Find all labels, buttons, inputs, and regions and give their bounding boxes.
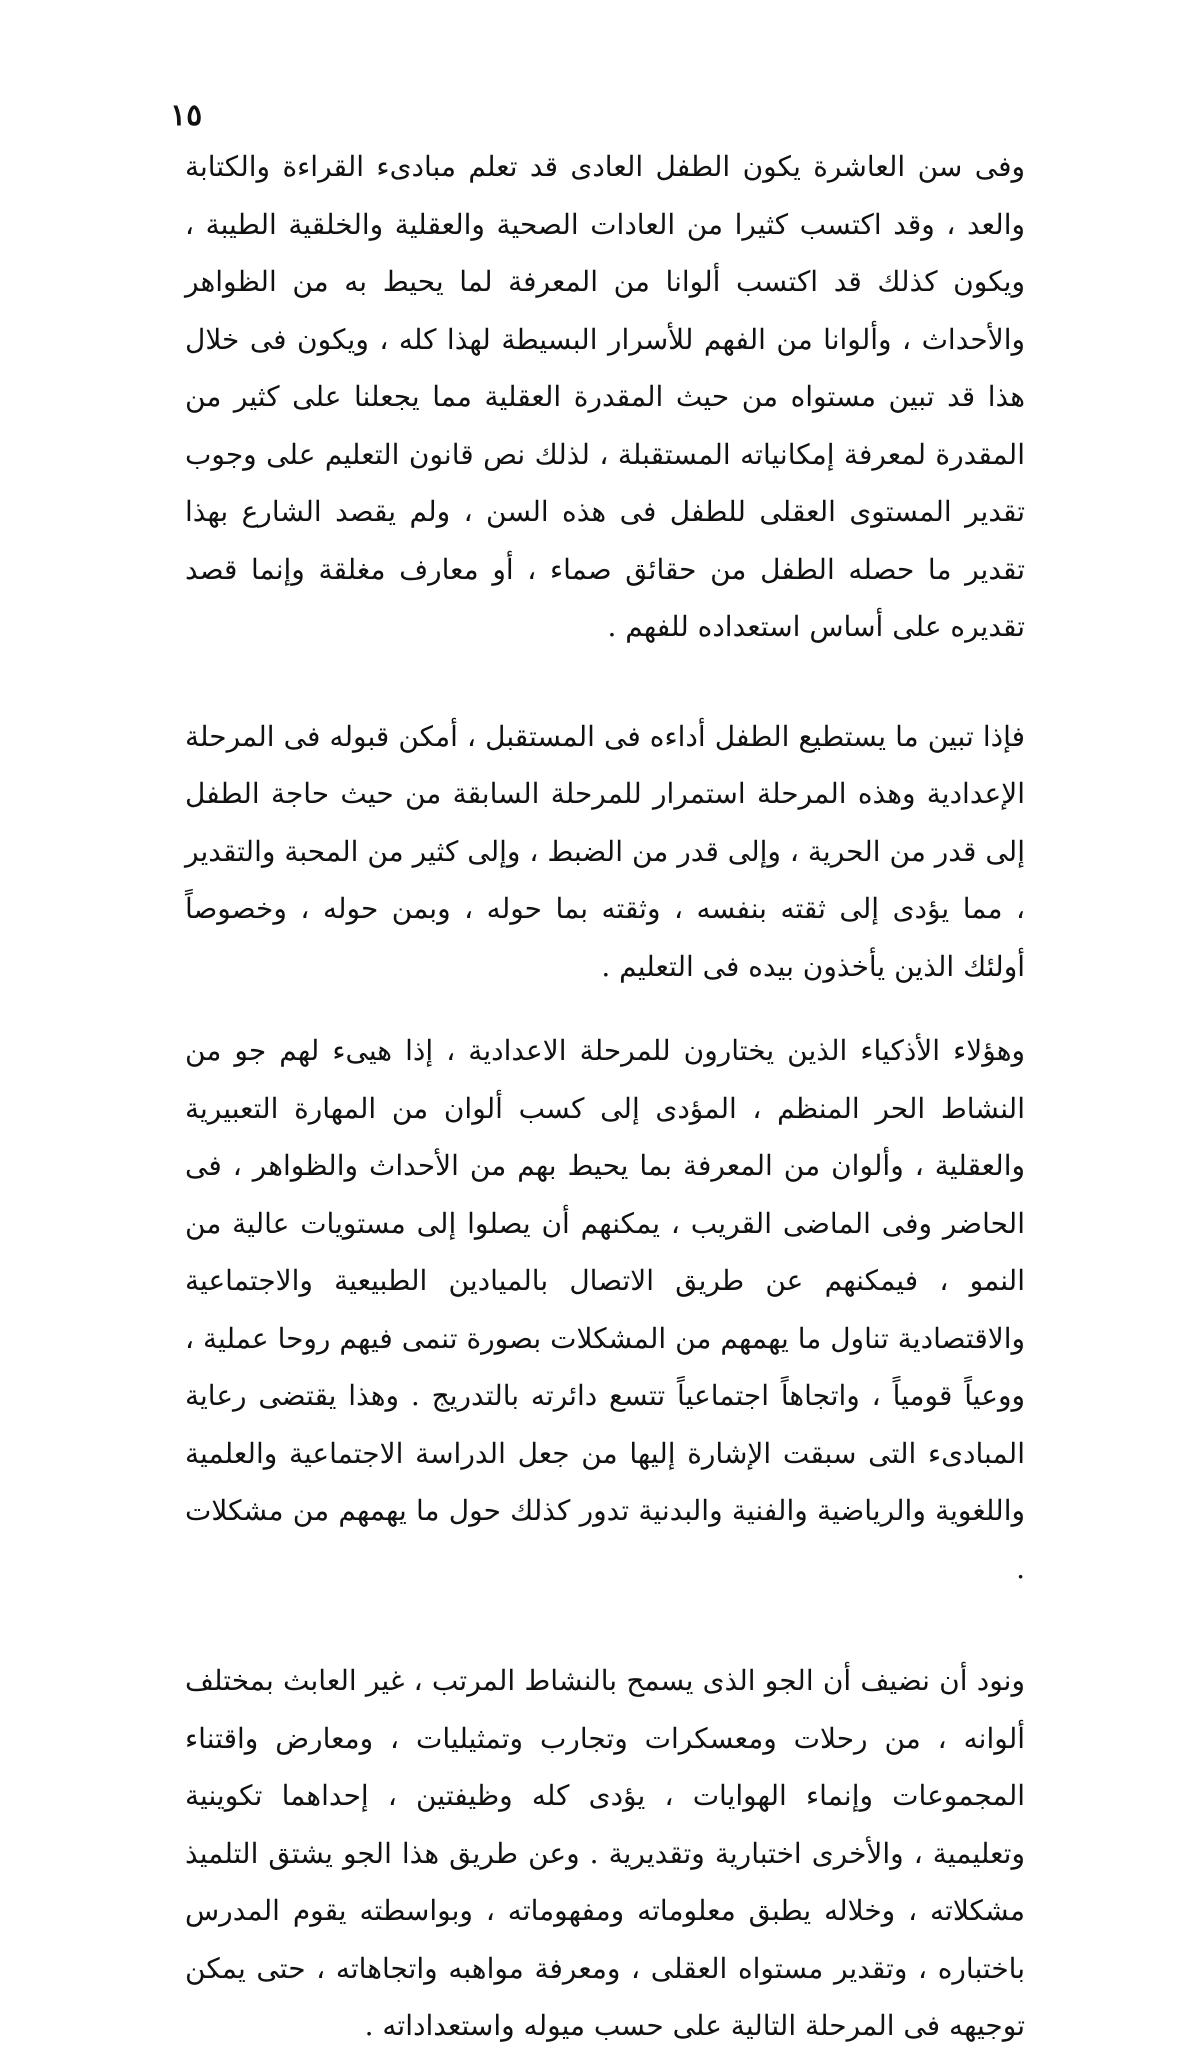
page-number: ١٥ [170,98,203,133]
paragraph-3: وهؤلاء الأذكياء الذين يختارون للمرحلة الاعدادية ، إذا هيىء لهم جو من النشاط الحر المنظم ، المؤدى إلى كسب ألوان من المهارة التعبيرية والعقلية ، وألوان من المعرفة بما يحيط بهم من الأحداث والظواهر ، فى الحاضر وفى الماضى القريب ، يمكنهم أن يصلوا إلى مستويات عالية من النمو ، فيمكنهم عن طريق الاتصال بالميادين الطبيعية والاجتماعية والاقتصادية تناول ما يهمهم من المشكلات بصورة تنمى فيهم روحا عملية ، ووعياً قومياً ، واتجاهاً اجتماعياً تتسع دائرته بالتدريج . وهذا يقتضى رعاية المبادىء التى سبقت الإشارة إليها من جعل الدراسة الاجتماعية والعلمية واللغوية والرياضية والفنية والبدنية تدور كذلك حول ما يهمهم من مشكلات . [185,1034,1025,1585]
paragraph-4: ونود أن نضيف أن الجو الذى يسمح بالنشاط المرتب ، غير العابث بمختلف ألوانه ، من رحلات ومعسكرات وتجارب وتمثيليات ، ومعارض واقتناء المجموعات وإنماء الهوايات ، يؤدى كله وظيفتين ، إحداهما تكوينية وتعليمية ، والأخرى اختبارية وتقديرية . وعن طريق هذا الجو يشتق التلميذ مشكلاته ، وخلاله يطبق معلوماته ومفهوماته ، وبواسطته يقوم المدرس باختباره ، وتقدير مستواه العقلى ، ومعرفة مواهبه واتجاهاته ، حتى يمكن توجيهه فى المرحلة التالية على حسب ميوله واستعداداته . [185,1664,1025,2042]
paragraph-2: فإذا تبين ما يستطيع الطفل أداءه فى المستقبل ، أمكن قبوله فى المرحلة الإعدادية وهذه المرحلة استمرار للمرحلة السابقة من حيث حاجة الطفل إلى قدر من الحرية ، وإلى قدر من الضبط ، وإلى كثير من المحبة والتقدير ، مما يؤدى إلى ثقته بنفسه ، وثقته بما حوله ، وبمن حوله ، وخصوصاً أولئك الذين يأخذون بيده فى التعليم . [185,719,1025,983]
paragraph-1: وفى سن العاشرة يكون الطفل العادى قد تعلم مبادىء القراءة والكتابة والعد ، وقد اكتسب كثيرا من العادات الصحية والعقلية والخلقية الطيبة ، ويكون كذلك قد اكتسب ألوانا من المعرفة لما يحيط به من الظواهر والأحداث ، وألوانا من الفهم للأسرار البسيطة لهذا كله ، ويكون فى خلال هذا قد تبين مستواه من حيث المقدرة العقلية مما يجعلنا على كثير من المقدرة لمعرفة إمكانياته المستقبلة ، لذلك نص قانون التعليم على وجوب تقدير المستوى العقلى للطفل فى هذه السن ، ولم يقصد الشارع بهذا تقدير ما حصله الطفل من حقائق صماء ، أو معارف مغلقة وإنما قصد تقديره على أساس استعداده للفهم . [185,150,1025,643]
page-body [185,138,1025,2055]
